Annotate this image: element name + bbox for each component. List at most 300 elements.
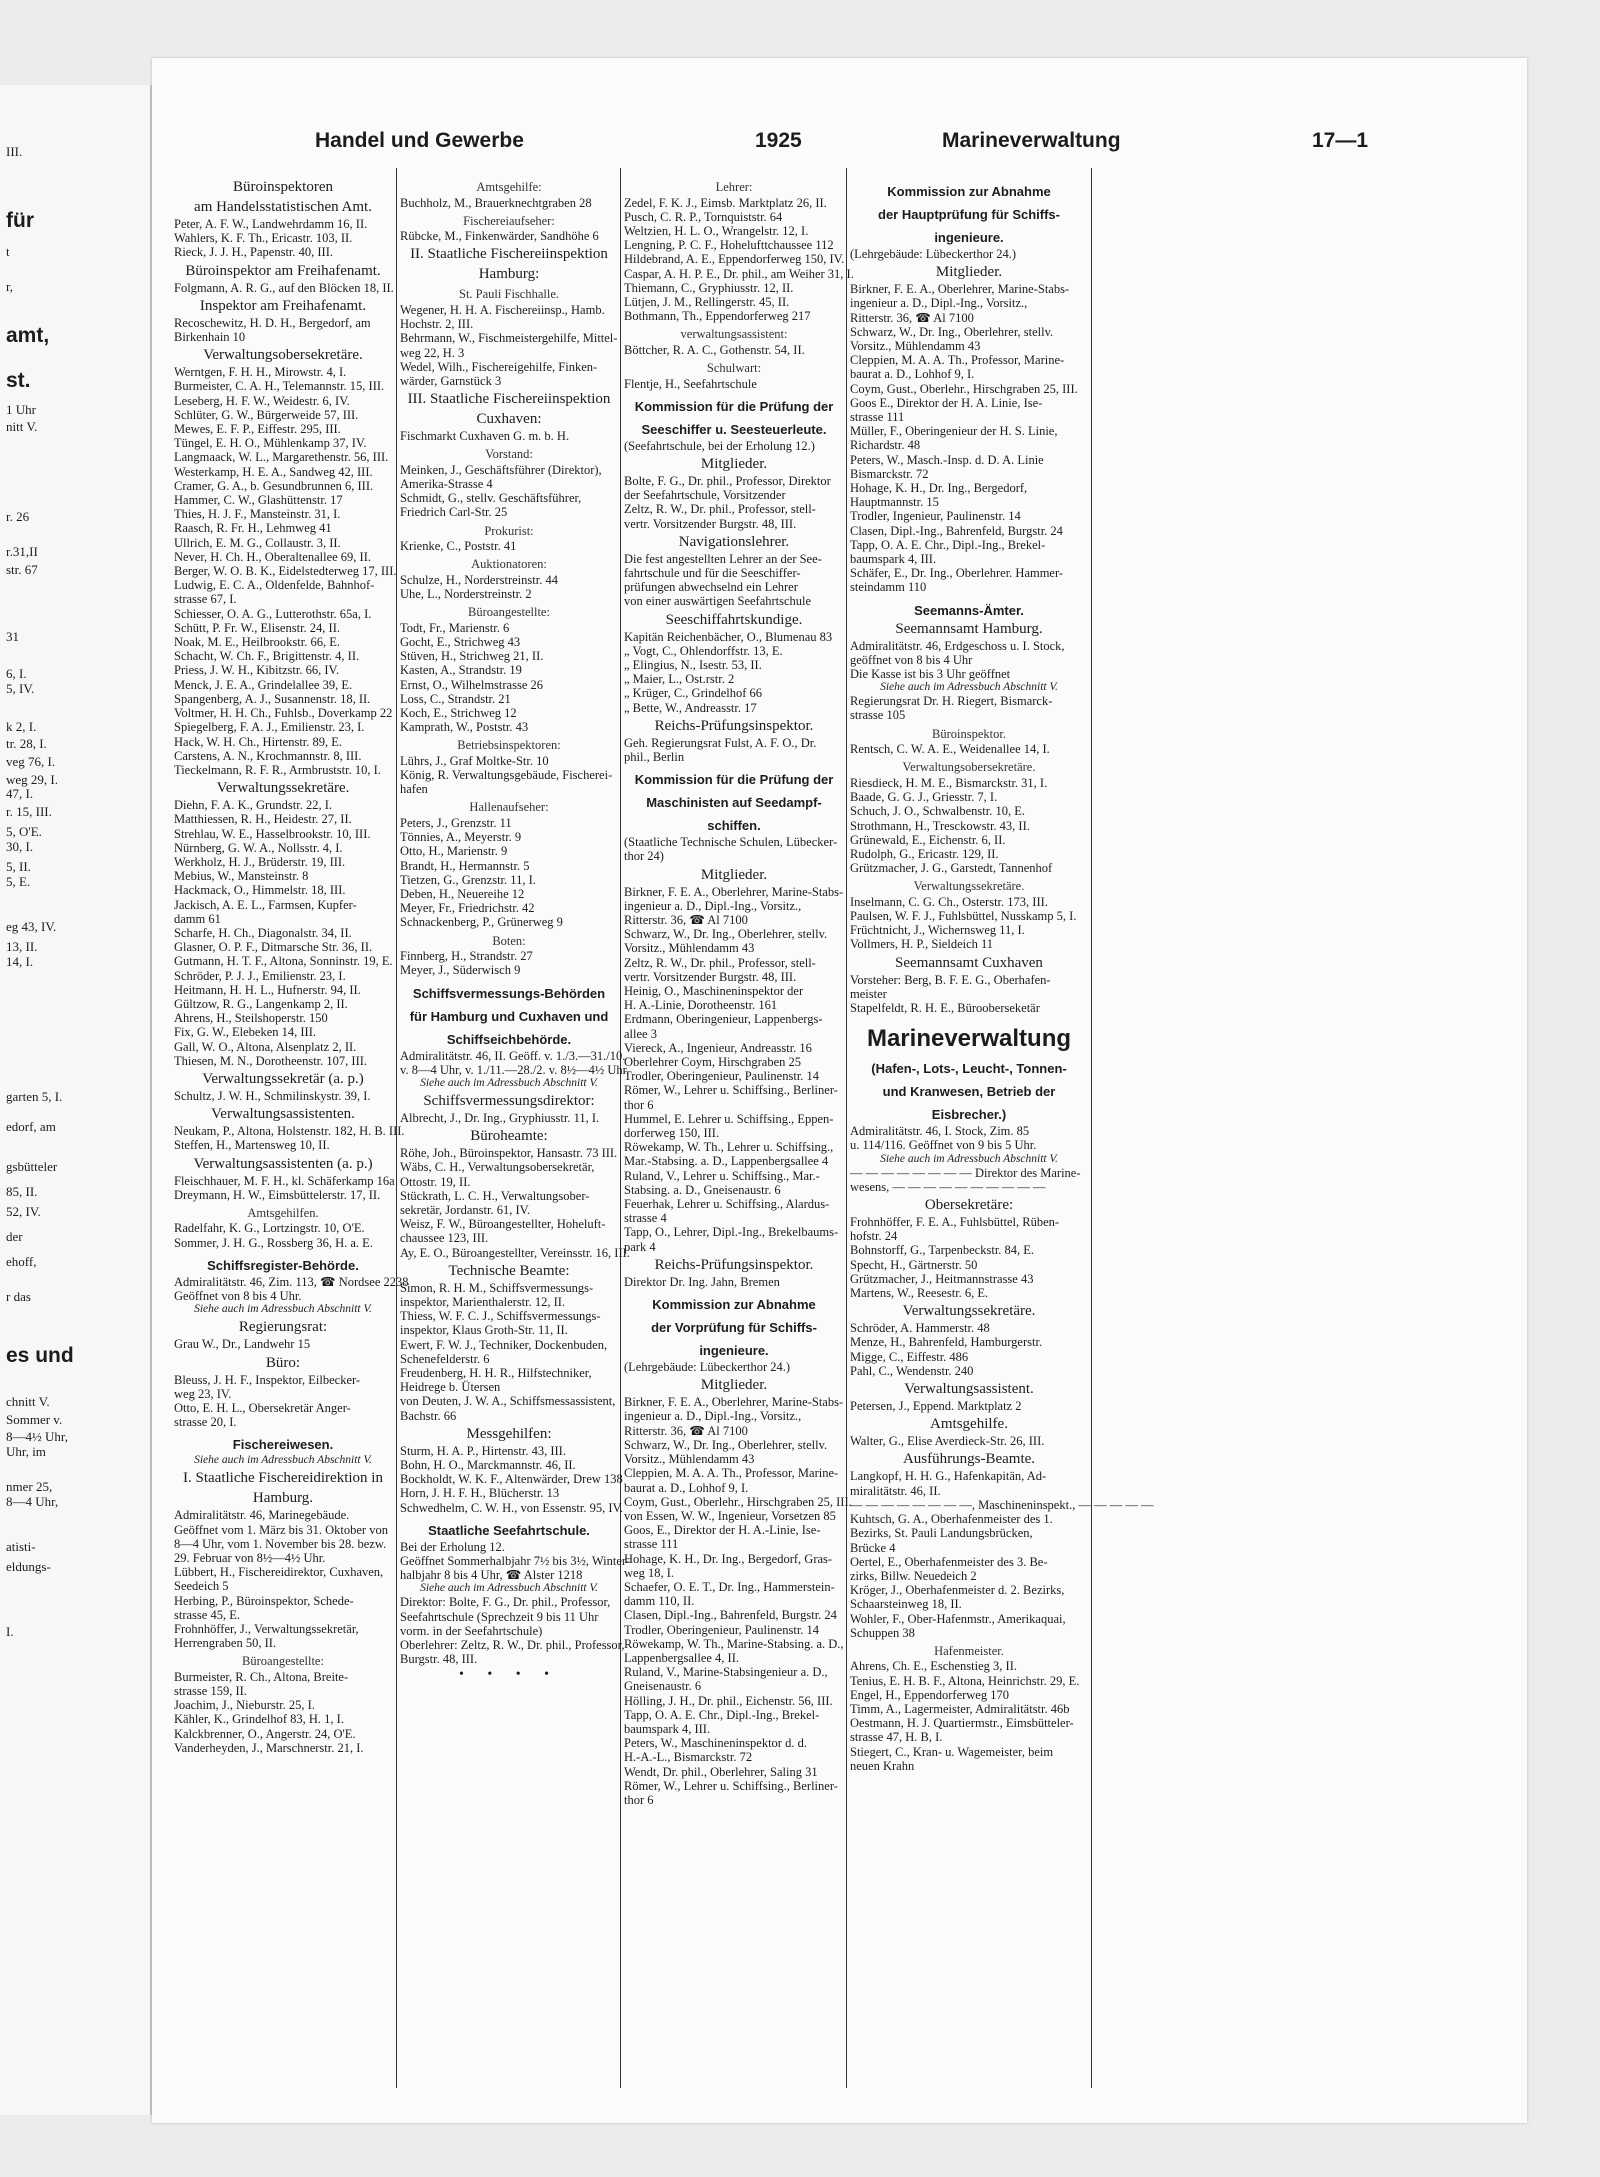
directory-entry: von einer auswärtigen Seefahrtschule	[624, 594, 812, 609]
directory-entry: v. 8—4 Uhr, v. 1./11.—28./2. v. 8½—4½ Uhr.	[400, 1062, 630, 1077]
directory-entry: Riesdieck, H. M. E., Bismarckstr. 31, I.	[850, 775, 1048, 790]
directory-entry: von Essen, W. W., Ingenieur, Vorsetzen 85	[624, 1508, 836, 1523]
directory-entry: Otto, E. H. L., Obersekretär Anger-	[174, 1400, 351, 1415]
directory-entry: Wäbs, C. H., Verwaltungsobersekretär,	[400, 1160, 595, 1175]
directory-entry: Vanderheyden, J., Marschnerstr. 21, I.	[174, 1740, 364, 1755]
directory-entry: Vorsitz., Mühlendamm 43	[624, 1452, 755, 1467]
left-page-text: 85, II.	[6, 1184, 38, 1199]
directory-entry: Engel, H., Eppendorferweg 170	[850, 1687, 1009, 1702]
left-page-text: nitt V.	[6, 419, 38, 434]
section-heading: Regierungsrat:	[238, 1319, 328, 1336]
bold-title: Kommission zur Abnahme	[887, 184, 1051, 199]
directory-entry: Hackmack, O., Himmelstr. 18, III.	[174, 883, 346, 898]
directory-entry: strasse 20, I.	[174, 1415, 237, 1430]
section-heading: Seeschiffahrtskundige.	[665, 611, 803, 628]
directory-entry: phil., Berlin	[624, 749, 685, 764]
directory-entry: halbjahr 8 bis 4 Uhr, ☎ Alster 1218	[400, 1568, 583, 1583]
directory-entry: „ Vogt, C., Ohlendorffstr. 13, E.	[624, 643, 783, 658]
directory-entry: Schlüter, G. W., Bürgerweide 57, III.	[174, 407, 359, 422]
italic-note: Siehe auch im Adressbuch Abschnitt V.	[194, 1454, 372, 1467]
directory-entry: Langmaack, W. L., Margarethenstr. 56, III.	[174, 450, 389, 465]
directory-entry: Gocht, E., Strichweg 43	[400, 634, 521, 649]
directory-entry: Fix, G. W., Elebeken 14, III.	[174, 1025, 316, 1040]
directory-entry: Wendt, Dr. phil., Oberlehrer, Saling 31	[624, 1764, 818, 1779]
directory-entry: Amerika-Strasse 4	[400, 477, 493, 492]
left-page-text: 5, II.	[6, 859, 31, 874]
directory-entry: Herrengraben 50, II.	[174, 1636, 277, 1651]
directory-entry: Kähler, K., Grindelhof 83, H. 1, I.	[174, 1712, 344, 1727]
directory-entry: Ritterstr. 36, ☎ Al 7100	[624, 1423, 748, 1438]
left-page-text: 30, I.	[6, 839, 34, 854]
directory-entry: Grützmacher, J. G., Garstedt, Tannenhof	[850, 861, 1053, 876]
directory-entry: Strehlau, W. E., Hasselbrookstr. 10, III.	[174, 826, 371, 841]
directory-entry: Todt, Fr., Marienstr. 6	[400, 620, 510, 635]
directory-entry: Spangenberg, A. J., Susannenstr. 18, II.	[174, 691, 371, 706]
directory-entry: Kuhtsch, G. A., Oberhafenmeister des 1.	[850, 1512, 1053, 1527]
section-heading: Büroheamte:	[470, 1128, 548, 1145]
left-page-text: 5, IV.	[6, 681, 35, 696]
header-department: Marineverwaltung	[942, 129, 1121, 152]
left-page-text: str. 67	[6, 562, 38, 577]
directory-entry: Oberlehrer: Zeltz, R. W., Dr. phil., Professor,	[400, 1638, 625, 1653]
directory-entry: Birkner, F. E. A., Oberlehrer, Marine-Stabs-	[850, 282, 1070, 297]
directory-entry: Geöffnet von 8 bis 4 Uhr.	[174, 1289, 302, 1304]
left-page-text: eg 43, IV.	[6, 919, 57, 934]
bold-title: schiffen.	[707, 818, 761, 834]
section-heading: Verwaltungssekretär (a. p.)	[202, 1070, 364, 1087]
directory-entry: Ruland, V., Marine-Stabsingenieur a. D.,	[624, 1665, 828, 1680]
directory-entry: Priess, J. W. H., Kibitzstr. 66, IV.	[174, 663, 340, 678]
directory-entry: Bismarckstr. 72	[850, 466, 929, 481]
directory-entry: wesens, — — — — — — — — — —	[850, 1179, 1046, 1194]
directory-entry: Carstens, A. N., Krochmannstr. 8, III.	[174, 748, 362, 763]
directory-entry: Meinken, J., Geschäftsführer (Direktor),	[400, 462, 602, 477]
directory-entry: Lappenbergsallee 4, II.	[624, 1650, 739, 1665]
directory-entry: baumspark 4, III.	[850, 552, 937, 567]
directory-entry: Röwekamp, W. Th., Marine-Stabsing. a. D.,	[624, 1636, 844, 1651]
directory-entry: Rieck, J. J. H., Papenstr. 40, III.	[174, 245, 334, 260]
left-page-text: nmer 25,	[6, 1479, 53, 1494]
directory-entry: Clasen, Dipl.-Ing., Bahrenfeld, Burgstr. 24	[850, 523, 1063, 538]
subsection-label: Büroangestellte:	[468, 605, 550, 620]
directory-entry: Hammer, C. W., Glashüttenstr. 17	[174, 493, 343, 508]
directory-entry: Mebius, W., Mansteinstr. 8	[174, 869, 309, 884]
directory-entry: Hochstr. 2, III.	[400, 317, 474, 332]
directory-entry: von Deuten, J. W. A., Schiffsmessassistent,	[400, 1394, 616, 1409]
left-page-text: 31	[6, 629, 19, 644]
section-heading: Hamburg.	[252, 1490, 314, 1507]
directory-entry: (Seefahrtschule, bei der Erholung 12.)	[624, 438, 815, 453]
directory-entry: Zeltz, R. W., Dr. phil., Professor, stell-	[624, 955, 816, 970]
directory-entry: Meyer, J., Süderwisch 9	[400, 963, 521, 978]
directory-entry: Oertel, E., Oberhafenmeister des 3. Be-	[850, 1554, 1048, 1569]
directory-entry: Werntgen, F. H. H., Mirowstr. 4, I.	[174, 365, 347, 380]
section-heading: III. Staatliche Fischereiinspektion	[407, 391, 611, 408]
directory-entry: Menck, J. E. A., Grindelallee 39, E.	[174, 677, 353, 692]
directory-entry: Weltzien, H. L. O., Wrangelstr. 12, I.	[624, 223, 809, 238]
directory-entry: Trodler, Oberingenieur, Paulinenstr. 14	[624, 1069, 820, 1084]
ornament-dots: • • • •	[458, 1667, 560, 1683]
directory-entry: weg 22, H. 3	[400, 345, 465, 360]
directory-entry: Thies, H. J. F., Mansteinstr. 31, I.	[174, 507, 341, 522]
directory-entry: Schwedhelm, C. W. H., von Essenstr. 95, IV.	[400, 1500, 624, 1515]
directory-entry: Flentje, H., Seefahrtschule	[624, 376, 757, 391]
bold-title: und Kranwesen, Betrieb der	[882, 1084, 1056, 1100]
directory-entry: Jackisch, A. E. L., Farmsen, Kupfer-	[174, 897, 357, 912]
subsection-label: Büroinspektor.	[932, 726, 1006, 741]
directory-entry: weg 18, I.	[624, 1565, 674, 1580]
directory-entry: Oberlehrer Coym, Hirschgraben 25	[624, 1055, 802, 1070]
directory-entry: Pusch, C. R. P., Tornquiststr. 64	[624, 209, 783, 224]
directory-entry: strasse 111	[624, 1537, 679, 1552]
directory-entry: Glasner, O. P. F., Ditmarsche Str. 36, II.	[174, 940, 373, 955]
bold-title: (Hafen-, Lots-, Leucht-, Tonnen-	[871, 1061, 1067, 1077]
directory-entry: Tenius, E. H. B. F., Altona, Heinrichstr. 29, E.	[850, 1673, 1080, 1688]
left-page-text: Sommer v.	[6, 1412, 63, 1427]
directory-entry: Fischmarkt Cuxhaven G. m. b. H.	[400, 429, 570, 444]
directory-entry: park 4	[624, 1239, 656, 1254]
section-heading: Obersekretäre:	[924, 1197, 1014, 1214]
directory-entry: Baade, G. G. J., Griesstr. 7, I.	[850, 790, 998, 805]
directory-entry: Ay, E. O., Büroangestellter, Vereinsstr. 16, III.	[400, 1245, 630, 1260]
directory-entry: strasse 111	[850, 410, 905, 425]
directory-entry: Mar.-Stabsing. a. D., Lappenbergsallee 4	[624, 1154, 829, 1169]
directory-entry: Ritterstr. 36, ☎ Al 7100	[850, 310, 974, 325]
directory-entry: Hildebrand, A. E., Eppendorferweg 150, IV.	[624, 252, 845, 267]
directory-entry: Bohnstorff, G., Tarpenbeckstr. 84, E.	[850, 1243, 1035, 1258]
directory-entry: ingenieur a. D., Dipl.-Ing., Vorsitz.,	[850, 296, 1028, 311]
directory-entry: Stabsing. a. D., Gneisenaustr. 6	[624, 1182, 781, 1197]
running-header	[152, 128, 1527, 156]
directory-entry: Thiemann, C., Gryphiusstr. 12, II.	[624, 280, 794, 295]
directory-entry: Radelfahr, K. G., Lortzingstr. 10, O'E.	[174, 1221, 365, 1236]
directory-entry: Finnberg, H., Strandstr. 27	[400, 949, 533, 964]
bold-title: Kommission für die Prüfung der	[634, 398, 834, 414]
directory-entry: baurat a. D., Lohhof 9, I.	[850, 367, 975, 382]
directory-entry: Die fest angestellten Lehrer an der See-	[624, 551, 822, 566]
left-page-text: 8—4 Uhr,	[6, 1494, 59, 1509]
left-page-text: chnitt V.	[6, 1394, 50, 1409]
directory-entry: Recoschewitz, H. D. H., Bergedorf, am	[174, 315, 371, 330]
header-section-title: Handel und Gewerbe	[315, 129, 524, 152]
directory-entry: Admiralitätstr. 46, Erdgeschoss u. I. Stock,	[850, 638, 1065, 653]
directory-entry: Schiesser, O. A. G., Lutterothstr. 65a, I.	[174, 606, 372, 621]
directory-entry: Horn, J. H. F. H., Blücherstr. 13	[400, 1486, 560, 1501]
directory-entry: Simon, R. H. M., Schiffsvermessungs-	[400, 1280, 594, 1295]
directory-entry: Joachim, J., Nieburstr. 25, I.	[174, 1698, 315, 1713]
directory-column-2	[400, 176, 630, 1684]
section-heading: Ausführungs-Beamte.	[902, 1451, 1036, 1468]
subsection-label: Verwaltungssekretäre.	[913, 879, 1025, 894]
directory-entry: 29. Februar von 8½—4½ Uhr.	[174, 1550, 326, 1565]
directory-entry: Stückrath, L. C. H., Verwaltungsober-	[400, 1188, 590, 1203]
subsection-label: Hafenmeister.	[934, 1643, 1004, 1658]
section-heading: Inspektor am Freihafenamt.	[199, 297, 367, 314]
left-page-text: I.	[6, 1624, 14, 1639]
directory-entry: Heitmann, H. H. L., Hufnerstr. 94, II.	[174, 982, 361, 997]
directory-entry: Burgstr. 48, III.	[400, 1652, 478, 1667]
directory-entry: Böttcher, R. A. C., Gothenstr. 54, II.	[624, 342, 805, 357]
bold-title: Maschinisten auf Seedampf-	[646, 795, 822, 811]
italic-note: Siehe auch im Adressbuch Abschnitt V.	[194, 1303, 372, 1316]
directory-entry: Schütt, P. Fr. W., Elisenstr. 24, II.	[174, 620, 340, 635]
directory-entry: baurat a. D., Lohhof 9, I.	[624, 1480, 749, 1495]
left-page-text: veg 76, I.	[6, 754, 56, 769]
left-page-text: t	[6, 244, 10, 259]
italic-note: Siehe auch im Adressbuch Abschnitt V.	[420, 1076, 598, 1089]
bold-title: Seemanns-Ämter.	[914, 602, 1024, 618]
directory-entry: Schaefer, O. E. T., Dr. Ing., Hammerstein-	[624, 1579, 835, 1594]
directory-entry: Geöffnet Sommerhalbjahr 7½ bis 3½, Winter-	[400, 1554, 630, 1568]
directory-entry: Gneisenaustr. 6	[624, 1679, 702, 1694]
directory-entry: Thiesen, M. N., Dorotheenstr. 107, III.	[174, 1053, 368, 1068]
left-page-text: es und	[6, 1344, 74, 1367]
directory-entry: Schuch, J. O., Schwalbenstr. 10, E.	[850, 804, 1025, 819]
directory-entry: Bolte, F. G., Dr. phil., Professor, Direktor	[624, 473, 831, 488]
directory-entry: Richardstr. 48	[850, 438, 921, 453]
directory-entry: Sommer, J. H. G., Rossberg 36, H. a. E.	[174, 1235, 373, 1250]
bold-title: ingenieure.	[934, 230, 1004, 245]
bold-title: Fischereiwesen.	[232, 1437, 334, 1453]
directory-entry: vorm. in der Seefahrtschule)	[400, 1623, 543, 1638]
directory-entry: Rübcke, M., Finkenwärder, Sandhöhe 6	[400, 229, 599, 244]
directory-entry: Trodler, Oberingenieur, Paulinenstr. 14	[624, 1622, 820, 1637]
directory-entry: Seefahrtschule (Sprechzeit 9 bis 11 Uhr	[400, 1609, 599, 1624]
directory-entry: Schröder, P. J. J., Emilienstr. 23, I.	[174, 968, 346, 983]
directory-entry: Bachstr. 66	[400, 1408, 457, 1423]
left-page-text: der	[6, 1229, 23, 1244]
section-heading: Mitglieder.	[700, 1377, 768, 1394]
directory-entry: thor 24)	[624, 849, 664, 864]
bold-title: Schiffsvermessungs-Behörden	[412, 985, 606, 1001]
directory-entry: „ Krüger, C., Grindelhof 66	[624, 686, 763, 701]
directory-entry: Römer, W., Lehrer u. Schiffsing., Berliner-	[624, 1778, 838, 1793]
directory-entry: Dreymann, H. W., Eimsbüttelerstr. 17, II.	[174, 1187, 381, 1202]
directory-entry: Krienke, C., Poststr. 41	[400, 539, 517, 554]
directory-entry: Stapelfeldt, R. H. E., Bürooberseketär	[850, 1001, 1040, 1016]
directory-entry: Bezirks, St. Pauli Landungsbrücken,	[850, 1526, 1033, 1541]
directory-entry: Bothmann, Th., Eppendorferweg 217	[624, 309, 811, 324]
directory-entry: Lengning, P. C. F., Hohelufttchaussee 112	[624, 238, 834, 253]
directory-entry: Leseberg, H. F. W., Weidestr. 6, IV.	[174, 393, 350, 408]
directory-entry: geöffnet von 8 bis 4 Uhr	[850, 652, 973, 667]
directory-entry: Coym, Gust., Oberlehr., Hirschgraben 25, III.	[624, 1494, 852, 1509]
left-page-text: 13, II.	[6, 939, 38, 954]
directory-entry: Admiralitätstr. 46, I. Stock, Zim. 85	[850, 1124, 1030, 1139]
left-page-text: r. 15, III.	[6, 804, 52, 819]
subsection-label: Amtsgehilfen.	[247, 1205, 319, 1220]
directory-entry: Vorsitz., Mühlendamm 43	[850, 339, 981, 354]
directory-entry: Geh. Regierungsrat Fulst, A. F. O., Dr.	[624, 735, 817, 750]
directory-entry: fahrtschule und für die Seeschiffer-	[624, 565, 801, 580]
section-heading: I. Staatliche Fischereidirektion in	[183, 1470, 383, 1487]
directory-entry: Birkner, F. E. A., Oberlehrer, Marine-Stabs-	[624, 1395, 844, 1410]
directory-entry: strasse 67, I.	[174, 592, 237, 607]
directory-entry: Bei der Erholung 12.	[400, 1539, 505, 1554]
directory-entry: damm 110, II.	[624, 1594, 695, 1609]
directory-entry: Goos, E., Direktor der H. A.-Linie, Ise-	[624, 1523, 821, 1538]
italic-note: Siehe auch im Adressbuch Abschnitt V.	[880, 681, 1058, 694]
directory-entry: Erdmann, Oberingenieur, Lappenbergs-	[624, 1012, 823, 1027]
directory-entry: Wedel, Wilh., Fischereigehilfe, Finken-	[400, 359, 598, 374]
section-heading: Navigationslehrer.	[678, 533, 790, 550]
left-page-text: 5, E.	[6, 874, 31, 889]
directory-entry: Kasten, A., Strandstr. 19	[400, 663, 522, 678]
directory-entry: Kröger, J., Oberhafenmeister d. 2. Bezirks,	[850, 1583, 1065, 1598]
directory-entry: Ottostr. 19, II.	[400, 1174, 471, 1189]
left-page-text: garten 5, I.	[6, 1089, 63, 1104]
directory-entry: der Seefahrtschule, Vorsitzender	[624, 488, 786, 503]
directory-entry: Schacht, W. Ch. F., Brigittenstr. 4, II.	[174, 649, 360, 664]
column-rule	[620, 168, 621, 2088]
directory-entry: Ullrich, E. M. G., Collaustr. 3, II.	[174, 535, 341, 550]
directory-entry: u. 114/116. Geöffnet von 9 bis 5 Uhr.	[850, 1138, 1037, 1153]
directory-entry: meister	[850, 986, 887, 1001]
directory-entry: Hummel, E. Lehrer u. Schiffsing., Eppen-	[624, 1111, 834, 1126]
italic-note: Siehe auch im Adressbuch Abschnitt V.	[420, 1582, 598, 1595]
directory-entry: Grützmacher, J., Heitmannstrasse 43	[850, 1271, 1034, 1286]
directory-entry: Tüngel, E. H. O., Mühlenkamp 37, IV.	[174, 436, 367, 451]
directory-entry: Never, H. Ch. H., Oberaltenallee 69, II.	[174, 549, 371, 564]
directory-entry: Gall, W. O., Altona, Alsenplatz 2, II.	[174, 1039, 357, 1054]
left-page-text: 52, IV.	[6, 1204, 41, 1219]
subsection-label: Lehrer:	[715, 180, 753, 194]
directory-entry: Hauptmannstr. 15	[850, 495, 939, 510]
directory-entry: „ Elingius, N., Isestr. 53, II.	[624, 657, 762, 672]
subsection-label: verwaltungsassistent:	[680, 327, 788, 342]
directory-entry: Tietzen, G., Grenzstr. 11, I.	[400, 872, 536, 887]
left-page-text: für	[6, 209, 34, 232]
directory-entry: Fleischhauer, M. F. H., kl. Schäferkamp 16a	[174, 1173, 395, 1188]
directory-entry: Wahlers, K. F. Th., Ericastr. 103, II.	[174, 231, 353, 246]
directory-entry: Folgmann, A. R. G., auf den Blöcken 18, II.	[174, 280, 394, 295]
directory-entry: Burmeister, R. Ch., Altona, Breite-	[174, 1669, 349, 1684]
section-heading: Seemannsamt Cuxhaven	[895, 954, 1043, 971]
directory-entry: strasse 47, H. B, I.	[850, 1730, 943, 1745]
directory-entry: Geöffnet vom 1. März bis 31. Oktober von	[174, 1522, 388, 1537]
section-heading: Amtsgehilfe.	[930, 1416, 1008, 1433]
directory-entry: Birkner, F. E. A., Oberlehrer, Marine-Stabs-	[624, 884, 844, 899]
directory-entry: Mewes, E. F. P., Eiffestr. 295, III.	[174, 422, 341, 437]
directory-entry: dorferweg 150, III.	[624, 1126, 720, 1141]
directory-entry: Grünewald, E., Eichenstr. 6, II.	[850, 832, 1006, 847]
directory-entry: Die Kasse ist bis 3 Uhr geöffnet	[850, 667, 1011, 682]
directory-entry: thor 6	[624, 1792, 654, 1807]
directory-entry: König, R. Verwaltungsgebäude, Fischerei-	[400, 768, 613, 783]
directory-entry: Schröder, A. Hammerstr. 48	[850, 1321, 990, 1336]
section-heading: Büroinspektor am Freihafenamt.	[185, 262, 381, 279]
directory-entry: Ewert, F. W. J., Techniker, Dockenbuden,	[400, 1337, 608, 1352]
directory-entry: Schäfer, E., Dr. Ing., Oberlehrer. Hammer-	[850, 566, 1064, 581]
directory-entry: (Staatliche Technische Schulen, Lübecker-	[624, 835, 838, 850]
directory-entry: Zedel, F. K. J., Eimsb. Marktplatz 26, II.	[624, 195, 827, 210]
directory-column-4	[850, 176, 1154, 1773]
directory-entry: strasse 4	[624, 1211, 667, 1226]
directory-entry: Schwarz, W., Dr. Ing., Oberlehrer, stellv.	[624, 927, 828, 942]
column-rule	[846, 168, 847, 2088]
directory-entry: Rentsch, C. W. A. E., Weidenallee 14, I.	[850, 742, 1050, 757]
header-year: 1925	[755, 129, 802, 152]
subsection-label: St. Pauli Fischhalle.	[459, 287, 559, 302]
subsection-label: Amtsgehilfe:	[476, 180, 542, 194]
directory-entry: Otto, H., Marienstr. 9	[400, 844, 508, 859]
left-page-text: r das	[6, 1289, 31, 1304]
directory-entry: Hölling, J. H., Dr. phil., Eichenstr. 56, III.	[624, 1693, 833, 1708]
subsection-label: Büroangestellte:	[242, 1654, 324, 1669]
directory-entry: Gültzow, R. G., Langenkamp 2, II.	[174, 996, 348, 1011]
directory-entry: Früchtnicht, J., Wichernsweg 11, I.	[850, 923, 1025, 938]
bold-title: für Hamburg und Cuxhaven und	[409, 1008, 609, 1024]
left-page-text: r.31,II	[6, 544, 38, 559]
column-rule	[1091, 168, 1092, 2088]
directory-entry: Uhe, L., Norderstreinstr. 2	[400, 587, 532, 602]
directory-entry: thor 6	[624, 1097, 654, 1112]
directory-entry: miralitätstr. 46, II.	[850, 1483, 941, 1498]
left-page-text: gsbütteler	[6, 1159, 58, 1174]
directory-entry: sekretär, Jordanstr. 61, IV.	[400, 1202, 531, 1217]
section-heading: Cuxhaven:	[476, 411, 542, 428]
directory-entry: Pahl, C., Wendenstr. 240	[850, 1363, 974, 1378]
left-page-text: 8—4½ Uhr,	[6, 1429, 68, 1444]
directory-entry: Lütjen, J. M., Rellingerstr. 45, II.	[624, 294, 790, 309]
left-page-text: amt,	[6, 324, 50, 347]
left-page-text: st.	[6, 369, 31, 392]
directory-entry: Admiralitätstr. 46, II. Geöff. v. 1./3.—31./10.	[400, 1048, 626, 1063]
directory-entry: Direktor Dr. Ing. Jahn, Bremen	[624, 1274, 780, 1289]
directory-entry: Westerkamp, H. E. A., Sandweg 42, III.	[174, 464, 373, 479]
subsection-label: Fischereiaufseher:	[463, 213, 555, 228]
left-page-text: r,	[6, 279, 14, 294]
section-heading: am Handelsstatistischen Amt.	[194, 199, 372, 215]
bold-title: Staatliche Seefahrtschule.	[428, 1522, 590, 1538]
directory-entry: Timm, A., Lagermeister, Admiralitätstr. 46b	[850, 1702, 1070, 1717]
directory-entry: Hohage, K. H., Dr. Ing., Bergedorf,	[850, 481, 1028, 496]
directory-entry: Hack, W. H. Ch., Hirtenstr. 89, E.	[174, 734, 343, 749]
directory-entry: Clasen, Dipl.-Ing., Bahrenfeld, Burgstr. 24	[624, 1608, 837, 1623]
directory-page	[152, 58, 1527, 2123]
directory-entry: Raasch, R. Fr. H., Lehmweg 41	[174, 521, 332, 536]
directory-column-3	[624, 176, 854, 1807]
section-heading: Technische Beamte:	[448, 1262, 570, 1279]
directory-entry: Matthiessen, R. H., Heidestr. 27, II.	[174, 812, 352, 827]
directory-entry: Martens, W., Reesestr. 6, E.	[850, 1286, 989, 1301]
directory-entry: Kalckbrenner, O., Angerstr. 24, O'E.	[174, 1726, 356, 1741]
directory-entry: Schwarz, W., Dr. Ing., Oberlehrer, stellv.	[624, 1437, 828, 1452]
directory-entry: Cramer, G. A., b. Gesundbrunnen 6, III.	[174, 478, 374, 493]
left-page-text: k 2, I.	[6, 719, 37, 734]
directory-entry: Deben, H., Neuereihe 12	[400, 887, 525, 901]
directory-entry: Römer, W., Lehrer u. Schiffsing., Berliner-	[624, 1083, 838, 1098]
directory-entry: Ernst, O., Wilhelmstrasse 26	[400, 677, 543, 692]
directory-entry: inspektor, Marienthalerstr. 12, II.	[400, 1294, 566, 1309]
directory-entry: Burmeister, C. A. H., Telemannstr. 15, III.	[174, 379, 385, 394]
left-page-text: 6, I.	[6, 666, 27, 681]
directory-entry: Vorsitz., Mühlendamm 43	[624, 941, 755, 956]
directory-entry: Ritterstr. 36, ☎ Al 7100	[624, 913, 748, 927]
directory-entry: Trodler, Ingenieur, Paulinenstr. 14	[850, 509, 1021, 524]
directory-entry: Kamprath, W., Poststr. 43	[400, 720, 529, 735]
directory-entry: Diehn, F. A. K., Grundstr. 22, I.	[174, 798, 333, 813]
directory-entry: allee 3	[624, 1026, 657, 1041]
subsection-label: Boten:	[492, 933, 526, 948]
section-heading: Verwaltungsobersekretäre.	[203, 347, 363, 364]
section-heading: Hamburg:	[478, 266, 540, 283]
directory-entry: Voltmer, H. H. Ch., Fuhlsb., Doverkamp 22	[174, 706, 393, 721]
directory-entry: Friedrich Carl-Str. 25	[400, 505, 508, 520]
directory-entry: Albrecht, J., Dr. Ing., Gryphiusstr. 11, I.	[400, 1110, 600, 1125]
subsection-label: Auktionatoren:	[471, 557, 547, 572]
section-heading: Mitglieder.	[700, 866, 768, 883]
